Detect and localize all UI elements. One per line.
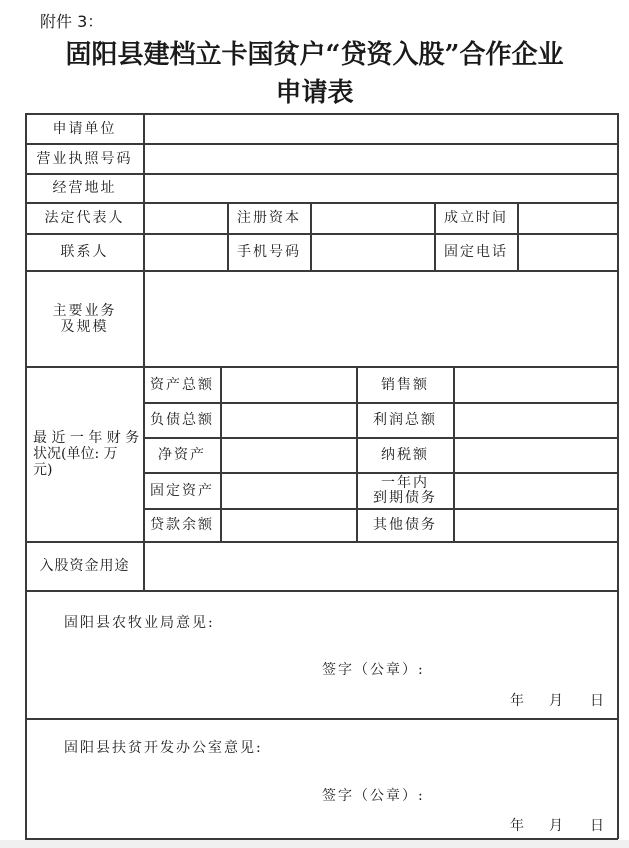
applicant-label: 申请单位 (52, 120, 117, 137)
total-liabilities-label: 负债总额 (150, 412, 214, 428)
license-number-label: 营业执照号码 (36, 150, 133, 167)
business-input[interactable] (145, 272, 616, 365)
address-input[interactable] (145, 175, 616, 201)
mobile-input[interactable] (312, 235, 433, 269)
debt-due-within-year-label (357, 473, 453, 508)
finance-section-label (33, 367, 143, 541)
legal-rep-label: 法定代表人 (44, 210, 125, 226)
address-label: 经营地址 (52, 180, 117, 196)
applicant-input[interactable] (145, 115, 616, 142)
established-date-label: 成立时间 (444, 210, 508, 226)
landline-input[interactable] (519, 235, 616, 269)
total-assets-label: 资产总额 (150, 376, 214, 393)
finance-label-line3: 元) (33, 462, 53, 478)
total-profit-input[interactable] (455, 404, 616, 436)
fixed-assets-label: 固定资产 (150, 482, 214, 499)
debt-due-within-year-input[interactable] (455, 474, 616, 507)
mobile-label: 手机号码 (237, 244, 301, 260)
registered-capital-input[interactable] (312, 204, 433, 232)
date-year: 年 (510, 693, 524, 709)
registered-capital-label: 注册资本 (237, 210, 301, 226)
page-title-line2: 申请表 (275, 78, 354, 108)
tax-paid-input[interactable] (455, 439, 616, 471)
loan-balance-input[interactable] (222, 510, 355, 540)
tax-paid-label: 纳税额 (381, 447, 429, 463)
sales-label: 销售额 (381, 376, 429, 393)
date-day: 日 (590, 693, 604, 709)
finance-label-line2: 状况(单位: 万 (33, 446, 118, 462)
net-assets-label: 净资产 (158, 447, 206, 463)
loan-balance-label: 贷款余额 (150, 517, 214, 533)
poverty-office-date (0, 815, 629, 835)
fund-use-label: 入股资金用途 (39, 558, 130, 574)
sales-input[interactable] (455, 368, 616, 401)
attachment-label: 附件 3： (40, 12, 104, 31)
agriculture-bureau-opinion-label: 固阳县农牧业局意见: (64, 615, 215, 631)
legal-rep-input[interactable] (145, 204, 226, 232)
total-profit-label: 利润总额 (373, 412, 437, 428)
agriculture-bureau-signature-label: 签字（公章）: (322, 662, 425, 678)
debt-due-label-line1: 一年内 (381, 474, 429, 491)
other-debts-label: 其他债务 (373, 517, 437, 533)
date-month: 月 (549, 818, 563, 834)
business-label (26, 271, 143, 366)
agriculture-bureau-date (0, 690, 629, 710)
other-debts-input[interactable] (455, 510, 616, 540)
date-day: 日 (590, 818, 604, 834)
table-border-right (617, 113, 619, 839)
total-assets-input[interactable] (222, 368, 355, 401)
fund-use-input[interactable] (145, 543, 616, 589)
net-assets-input[interactable] (222, 439, 355, 471)
contact-label: 联系人 (60, 244, 109, 260)
poverty-office-signature-label: 签字（公章）: (322, 788, 425, 804)
contact-input[interactable] (145, 235, 226, 269)
date-month: 月 (549, 693, 563, 709)
business-label-line1: 主要业务 (52, 302, 117, 319)
total-liabilities-input[interactable] (222, 404, 355, 436)
page-title-line1: 固阳县建档立卡国贫户“贷资入股”合作企业 (65, 40, 564, 70)
page-bottom-margin (0, 840, 629, 848)
date-year: 年 (510, 818, 524, 834)
finance-label-line1: 最 近 一 年 财 务 (33, 430, 140, 446)
fixed-assets-input[interactable] (222, 474, 355, 507)
business-label-line2: 及规模 (60, 318, 109, 335)
debt-due-label-line2: 到期债务 (373, 489, 437, 506)
license-number-input[interactable] (145, 145, 616, 172)
poverty-office-opinion-label: 固阳县扶贫开发办公室意见: (64, 740, 263, 756)
landline-label: 固定电话 (444, 244, 508, 260)
established-date-input[interactable] (519, 204, 616, 232)
